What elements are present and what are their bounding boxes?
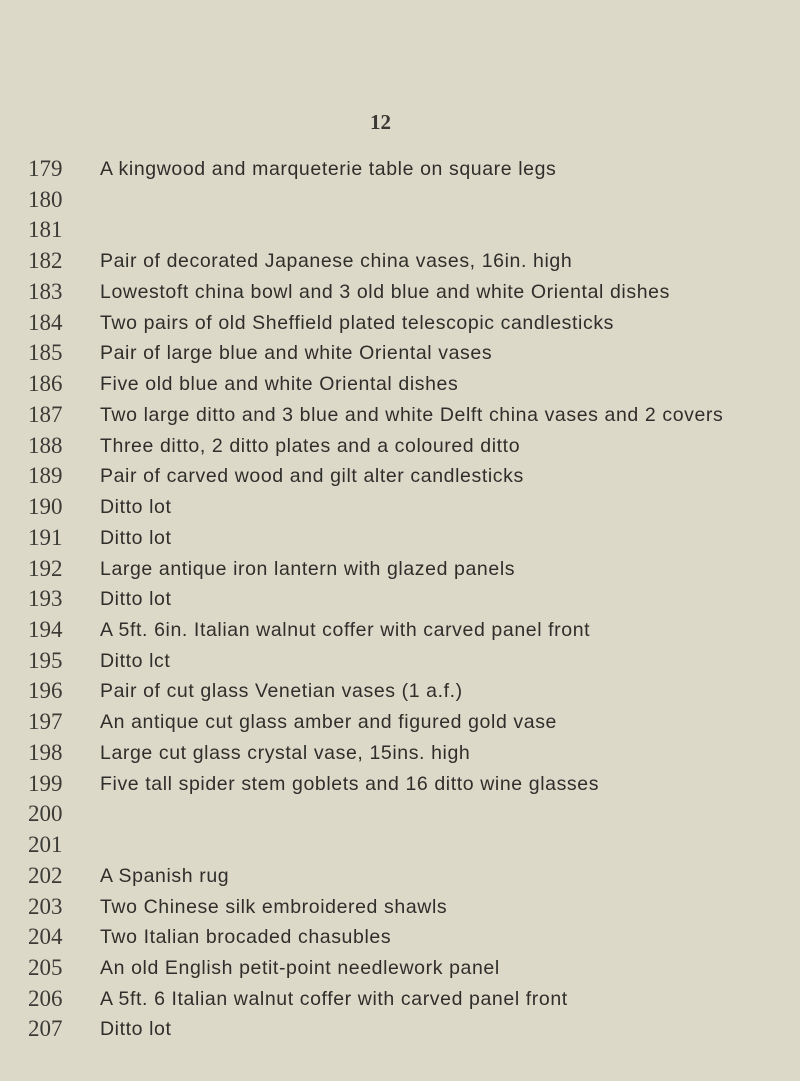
lot-description: An antique cut glass amber and figured gold vase (100, 711, 557, 734)
lot-description: A Spanish rug (100, 864, 230, 887)
lot-number: 198 (28, 739, 63, 765)
lot-number: 199 (28, 770, 63, 796)
page-number: 12 (370, 110, 391, 134)
lot-number: 183 (28, 278, 63, 304)
lot-description: Pair of carved wood and gilt alter candlesticks (100, 465, 524, 488)
lot-number: 196 (28, 678, 63, 704)
lot-description: Ditto lot (100, 1018, 172, 1041)
lot-number: 181 (28, 217, 63, 243)
lot-description: Two large ditto and 3 blue and white Delft china vases and 2 covers (100, 403, 724, 426)
lot-number: 202 (28, 862, 63, 888)
lot-number: 195 (28, 647, 63, 673)
lot-description: Ditto lct (100, 649, 171, 672)
lot-number: 205 (28, 955, 63, 981)
lot-number: 184 (28, 309, 63, 335)
lot-number: 179 (28, 156, 63, 181)
lot-description: Pair of cut glass Venetian vases (1 a.f.) (100, 680, 463, 703)
lot-number: 192 (28, 555, 63, 581)
lot-number: 203 (28, 893, 63, 919)
lot-number: 194 (28, 616, 63, 642)
lot-description: Two Chinese silk embroidered shawls (100, 895, 448, 918)
lot-description: Two Italian brocaded chasubles (100, 926, 392, 949)
lot-number: 193 (28, 586, 63, 612)
lot-number: 180 (28, 186, 63, 212)
lot-description: Ditto lot (100, 526, 172, 549)
lot-description: Large antique iron lantern with glazed panels (100, 557, 516, 580)
lot-number: 191 (28, 524, 63, 550)
lot-description: A 5ft. 6in. Italian walnut coffer with carved panel front (100, 618, 591, 641)
lot-description: Three ditto, 2 ditto plates and a coloured ditto (100, 434, 521, 457)
lot-number: 190 (28, 494, 63, 520)
lot-number: 206 (28, 985, 63, 1011)
lot-description: Two pairs of old Sheffield plated telescopic candlesticks (100, 311, 615, 334)
lot-description: Large cut glass crystal vase, 15ins. high (100, 741, 471, 764)
lot-number: 189 (28, 463, 63, 489)
lot-description: Pair of decorated Japanese china vases, 16in. high (100, 250, 573, 273)
lot-description: Ditto lot (100, 588, 172, 611)
lot-number: 204 (28, 924, 63, 950)
lot-number: 201 (28, 832, 63, 858)
lot-number: 186 (28, 371, 63, 397)
lot-number: 188 (28, 432, 63, 458)
lot-description: Lowestoft china bowl and 3 old blue and white Oriental dishes (100, 280, 670, 303)
lot-description: A 5ft. 6 Italian walnut coffer with carved panel front (100, 987, 568, 1010)
lot-description: A kingwood and marqueterie table on square legs (100, 158, 557, 180)
lot-number: 197 (28, 709, 63, 735)
lot-number: 187 (28, 401, 63, 427)
lot-description: Five tall spider stem goblets and 16 ditto wine glasses (100, 772, 600, 795)
lot-number: 207 (28, 1016, 63, 1042)
lot-number: 185 (28, 340, 63, 366)
lot-description: Five old blue and white Oriental dishes (100, 373, 459, 396)
lot-number: 200 (28, 801, 63, 827)
lot-description: Pair of large blue and white Oriental vases (100, 342, 493, 365)
lot-description: Ditto lot (100, 496, 172, 519)
lot-number: 182 (28, 248, 63, 274)
lot-description: An old English petit-point needlework panel (100, 957, 500, 980)
